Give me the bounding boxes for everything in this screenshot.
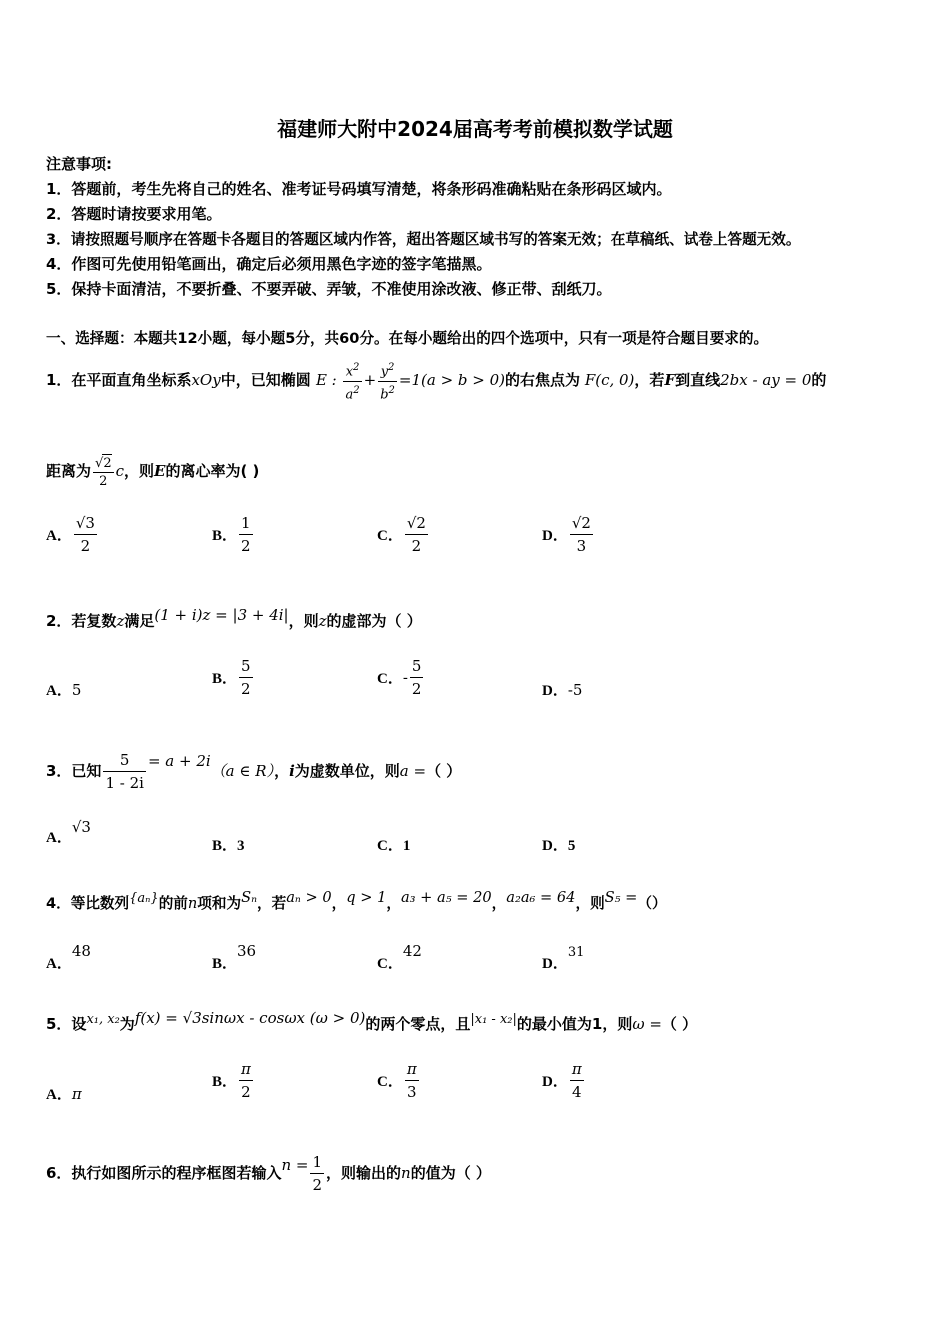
q1-text: 1．在平面直角坐标系 bbox=[46, 371, 192, 389]
q4-S: Sₙ bbox=[241, 889, 258, 906]
fraction: $\frac{√2}{3}$ bbox=[571, 514, 591, 555]
fraction: $\frac{y^2}{b^2}$ bbox=[378, 359, 397, 403]
q4-cond: a₃ + a₅ = 20 bbox=[400, 889, 492, 906]
q2-text: 满足 bbox=[124, 612, 155, 630]
question-3 bbox=[46, 738, 462, 792]
option-label: D． bbox=[542, 838, 568, 854]
q3-text: 3．已知 bbox=[46, 762, 102, 780]
option-value: 5 bbox=[71, 681, 82, 699]
q6-n: n = bbox=[281, 1156, 309, 1174]
q1-text: ，若 bbox=[634, 371, 665, 389]
option-label: C． bbox=[377, 1074, 403, 1090]
ellipse-equation: E : $\frac{x^2}{a^2}$ + $\frac{y^2}{b^2}$ =1(a > b > 0) bbox=[316, 371, 505, 389]
option-label: B． bbox=[212, 956, 238, 972]
q1-text: 的离心率为( ) bbox=[165, 462, 260, 480]
q1-text: 的 bbox=[811, 371, 827, 389]
notice-item: 3．请按照题号顺序在答题卡各题目的答题区域内作答，超出答题区域书写的答案无效；在草稿纸、试卷上答题无效。 bbox=[46, 231, 801, 248]
option-label: C． bbox=[377, 838, 403, 854]
q2-var: z bbox=[318, 612, 327, 630]
q1-text: 的右焦点为 bbox=[505, 371, 581, 389]
section-heading: 一、选择题：本题共12小题，每小题5分，共60分。在每小题给出的四个选项中，只有一项是符合题目要求的。 bbox=[46, 330, 769, 347]
option-d[interactable] bbox=[542, 1058, 586, 1103]
option-label: C． bbox=[377, 956, 403, 972]
fraction: $\frac{\pi}{2}$ bbox=[241, 1060, 251, 1101]
fraction: $\frac{1}{2}$ bbox=[312, 1153, 322, 1194]
option-value: π bbox=[71, 1085, 82, 1103]
option-c[interactable] bbox=[377, 512, 430, 557]
q6-text: ，则输出的 bbox=[326, 1164, 402, 1182]
q3-text: （ ） bbox=[426, 762, 462, 780]
q5-function: f(x) = √3sinωx - cosωx (ω > 0) bbox=[134, 1009, 366, 1027]
option-a[interactable] bbox=[46, 818, 91, 847]
option-c[interactable] bbox=[377, 655, 425, 700]
q4-ask: S₅ = bbox=[604, 889, 638, 906]
q5-text: 的最小值为1，则 bbox=[516, 1015, 633, 1033]
q5-text: （ ） bbox=[661, 1015, 698, 1033]
q4-text: ，若 bbox=[257, 895, 287, 912]
q3-text: ， bbox=[274, 762, 290, 780]
option-d[interactable] bbox=[542, 679, 582, 700]
option-b[interactable] bbox=[212, 834, 245, 855]
option-label: D． bbox=[542, 956, 568, 972]
q1-coord: xOy bbox=[191, 371, 221, 389]
q1-text: 距离为 bbox=[46, 462, 92, 480]
q1-symbol: E bbox=[154, 462, 166, 480]
q5-text: 的两个零点，且 bbox=[365, 1015, 471, 1033]
q5-text: 为 bbox=[119, 1015, 135, 1033]
q4-cond: aₙ > 0 bbox=[286, 889, 332, 906]
option-label: A． bbox=[46, 683, 72, 699]
question-2 bbox=[46, 598, 422, 632]
q3-ask: a = bbox=[399, 762, 427, 780]
option-value: -5 bbox=[567, 681, 583, 699]
q2-text: ，则 bbox=[288, 612, 319, 630]
option-b[interactable] bbox=[212, 1058, 255, 1103]
q2-var: z bbox=[116, 612, 125, 630]
q4-cond: q > 1 bbox=[346, 889, 387, 906]
q4-cond: a₂a₆ = 64 bbox=[506, 889, 576, 906]
option-value: 1 bbox=[402, 838, 411, 854]
option-value: 31 bbox=[567, 945, 585, 960]
q1-text: ，则 bbox=[124, 462, 155, 480]
q2-equation: (1 + i)z = |3 + 4i| bbox=[154, 606, 289, 624]
option-b[interactable] bbox=[212, 942, 257, 973]
option-b[interactable] bbox=[212, 655, 255, 700]
fraction: $\frac{√2}{2}$ bbox=[95, 455, 112, 489]
notice-item: 1．答题前，考生先将自己的姓名、准考证号码填写清楚，将条形码准确粘贴在条形码区域内。 bbox=[46, 180, 672, 198]
fraction: $\frac{√3}{2}$ bbox=[75, 514, 95, 555]
q4-text: ，则 bbox=[575, 895, 605, 912]
option-label: D． bbox=[542, 528, 568, 544]
option-sign: - bbox=[402, 668, 408, 687]
fraction: $\frac{5}{2}$ bbox=[411, 657, 422, 698]
q5-text: 5．设 bbox=[46, 1015, 87, 1033]
exam-title: 福建师大附中2024届高考考前模拟数学试题 bbox=[277, 117, 673, 141]
option-label: A． bbox=[46, 1087, 72, 1103]
fraction: $\frac{√2}{2}$ bbox=[406, 514, 426, 555]
option-d[interactable] bbox=[542, 945, 585, 973]
option-value: 5 bbox=[567, 838, 576, 854]
question-1-cont: 距离为 $\frac{√2}{2}$ c，则E的离心率为( ) bbox=[46, 455, 260, 489]
option-a[interactable] bbox=[46, 679, 81, 700]
option-label: B． bbox=[212, 838, 238, 854]
q6-text: 6．执行如图所示的程序框图若输入 bbox=[46, 1164, 282, 1182]
option-d[interactable] bbox=[542, 834, 575, 855]
q1-text: 到直线 bbox=[675, 371, 721, 389]
q4-text: 的前 bbox=[158, 895, 188, 912]
fraction: $\frac{x^2}{a^2}$ bbox=[343, 359, 361, 403]
q3-text: 为虚数单位，则 bbox=[294, 762, 400, 780]
option-value: 3 bbox=[237, 838, 245, 854]
option-value: 48 bbox=[71, 942, 91, 960]
q4-seq: {aₙ} bbox=[129, 891, 159, 906]
option-d[interactable] bbox=[542, 512, 595, 557]
option-label: A． bbox=[46, 830, 72, 846]
fraction: $\frac{\pi}{4}$ bbox=[571, 1060, 582, 1101]
fraction: $\frac{5}{1 - 2i}$ bbox=[105, 751, 144, 792]
option-label: B． bbox=[212, 1074, 238, 1090]
question-6 bbox=[46, 1142, 491, 1194]
q2-text: 的虚部为（ ） bbox=[326, 612, 422, 630]
question-1 bbox=[46, 358, 826, 402]
q6-n: n bbox=[401, 1164, 411, 1182]
q4-n: n bbox=[187, 895, 198, 912]
option-value: 36 bbox=[237, 942, 257, 960]
option-label: D． bbox=[542, 1074, 568, 1090]
q3-condition: （a ∈ R） bbox=[210, 762, 275, 780]
option-a[interactable] bbox=[46, 512, 99, 557]
q3-rhs: = a + 2i bbox=[147, 752, 211, 770]
fraction: $\frac{5}{2}$ bbox=[241, 657, 251, 698]
line-equation: 2bx - ay = 0 bbox=[720, 371, 812, 389]
q5-zeros: x₁, x₂ bbox=[86, 1012, 120, 1027]
focus-point: F(c, 0) bbox=[580, 371, 635, 389]
option-c[interactable] bbox=[377, 942, 422, 973]
q4-text: （） bbox=[637, 895, 667, 912]
option-c[interactable] bbox=[377, 834, 410, 855]
option-label: B． bbox=[212, 671, 238, 687]
q2-text: 2．若复数 bbox=[46, 612, 117, 630]
option-a[interactable] bbox=[46, 942, 91, 973]
option-value: √3 bbox=[71, 818, 91, 836]
option-b[interactable] bbox=[212, 512, 255, 557]
option-label: D． bbox=[542, 683, 568, 699]
fraction: $\frac{1}{2}$ bbox=[241, 514, 251, 555]
option-label: C． bbox=[377, 528, 403, 544]
q6-text: 的值为（ ） bbox=[410, 1164, 491, 1182]
option-label: A． bbox=[46, 528, 72, 544]
question-4: 4．等比数列{aₙ}的前n项和为Sₙ，若aₙ > 0，q > 1，a₃ + a₅ = 20，a₂a₆ = 64，则S₅ =（） bbox=[46, 889, 667, 912]
option-label: C． bbox=[377, 671, 403, 687]
q3-i: i bbox=[289, 762, 295, 780]
q4-text: 4．等比数列 bbox=[46, 895, 130, 912]
notice-heading: 注意事项: bbox=[46, 155, 112, 173]
notice-item: 2．答题时请按要求用笔。 bbox=[46, 205, 222, 223]
option-label: B． bbox=[212, 528, 238, 544]
question-5 bbox=[46, 1000, 697, 1036]
q1-symbol: F bbox=[664, 371, 676, 389]
q4-text: 项和为 bbox=[197, 895, 242, 912]
option-c[interactable] bbox=[377, 1058, 421, 1103]
q1-text: 中，已知椭圆 bbox=[220, 371, 311, 389]
option-label: A． bbox=[46, 956, 72, 972]
notice-item: 4．作图可先使用铅笔画出，确定后必须用黑色字迹的签字笔描黑。 bbox=[46, 255, 492, 273]
notice-item: 5．保持卡面清洁，不要折叠、不要弄破、弄皱，不准使用涂改液、修正带、刮纸刀。 bbox=[46, 280, 612, 298]
q5-ask: ω = bbox=[632, 1015, 662, 1033]
option-value: 42 bbox=[402, 942, 422, 960]
q5-abs: |x₁ - x₂| bbox=[470, 1012, 517, 1027]
option-a[interactable] bbox=[46, 1083, 82, 1104]
fraction: $\frac{\pi}{3}$ bbox=[406, 1060, 417, 1101]
